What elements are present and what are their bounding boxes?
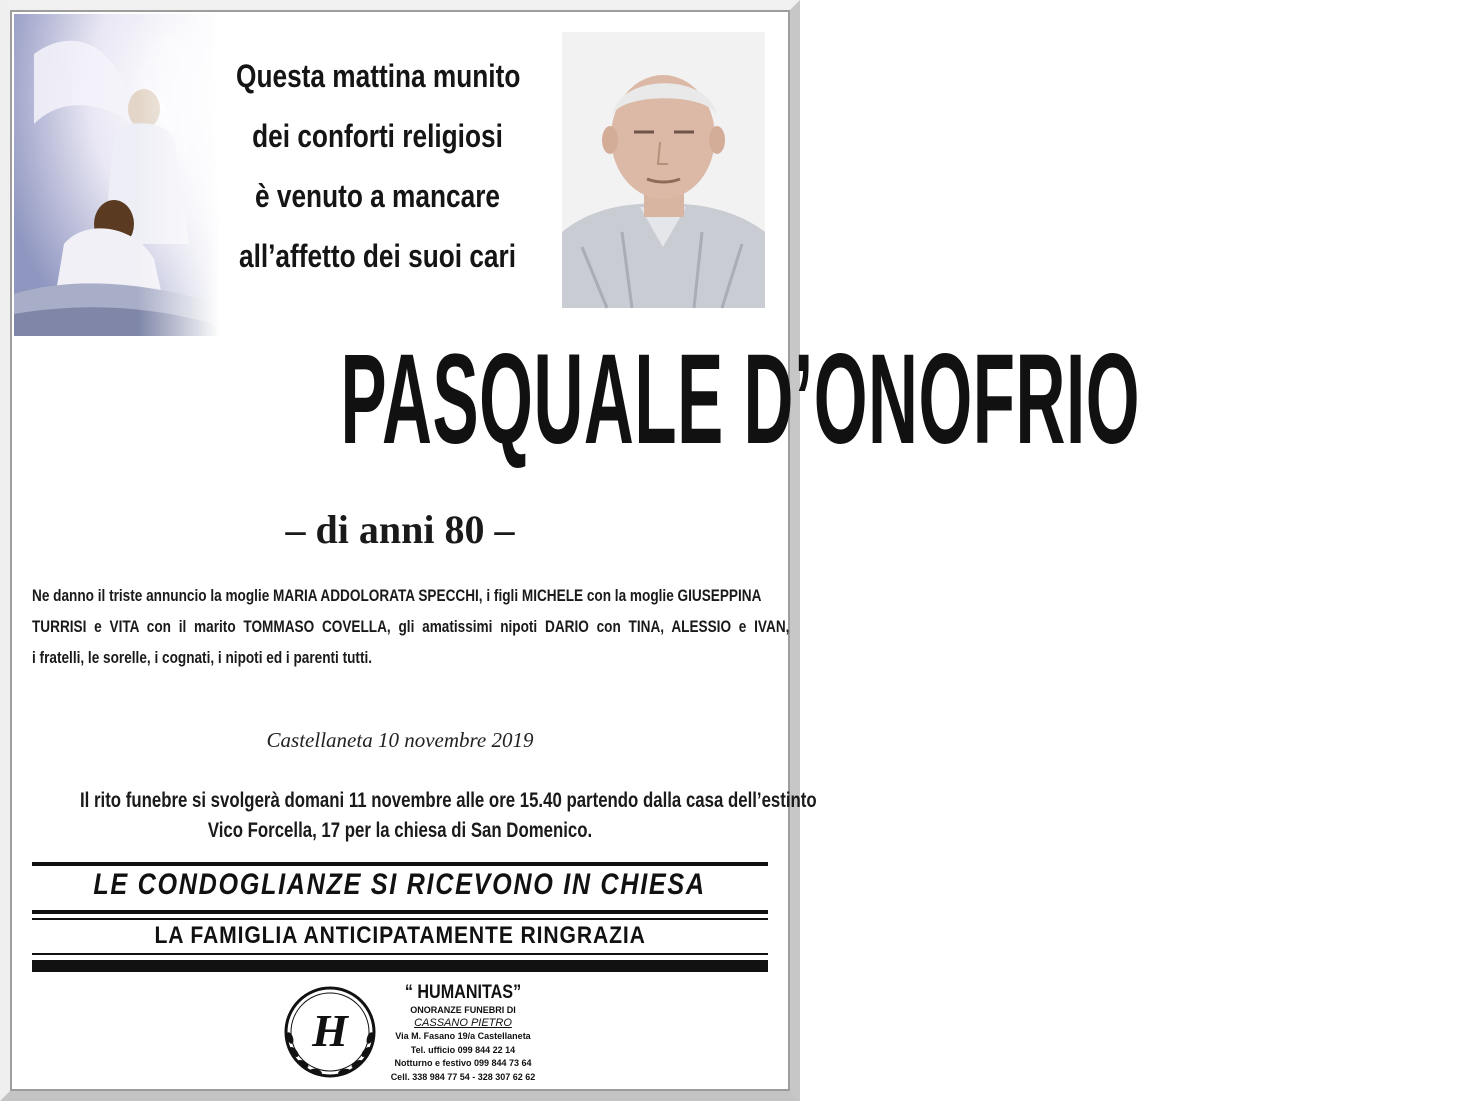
- intro-line: è venuto a mancare: [254, 178, 501, 214]
- angel-illustration: [14, 14, 220, 336]
- deceased-name: [0, 328, 1141, 471]
- thanks-banner: [0, 922, 800, 950]
- intro-line: all’affetto dei suoi cari: [238, 238, 517, 274]
- intro-line: Questa mattina munito: [236, 58, 521, 94]
- agency-night-phone: Notturno e festivo 099 844 73 64: [394, 1058, 532, 1068]
- funeral-line: Vico Forcella, 17 per la chiesa di San Domenico.: [207, 819, 593, 842]
- announcement-line: TURRISI e VITA con il marito TOMMASO COVELLA, gli amatissimi nipoti DARIO con TINA, ALESSIO e IVAN,: [32, 617, 790, 636]
- agency-mobile: Cell. 338 984 77 54 - 328 307 62 62: [390, 1071, 536, 1082]
- funeral-line: Il rito funebre si svolgerà domani 11 novembre alle ore 15.40 partendo dalla casa dell’estinto: [80, 789, 817, 812]
- agency-address: Via M. Fasano 19/a Castellaneta: [395, 1031, 531, 1041]
- agency-office-phone: Tel. ufficio 099 844 22 14: [410, 1044, 516, 1055]
- age-line: – di anni 80 –: [285, 507, 515, 552]
- agency-logo: [276, 978, 384, 1086]
- announcement-line: Ne danno il triste annuncio la moglie MARIA ADDOLORATA SPECCHI, i figli MICHELE con la moglie GIUSEPPINA: [32, 586, 762, 605]
- deceased-name-text: PASQUALE D’ONOFRIO: [340, 328, 1141, 471]
- divider-rule: [32, 918, 768, 920]
- announcement-line: i fratelli, le sorelle, i cognati, i nipoti ed i parenti tutti.: [32, 648, 373, 667]
- agency-owner: CASSANO PIETRO: [414, 1017, 512, 1029]
- logo-letter: H: [312, 1005, 348, 1056]
- divider-rule: [32, 960, 768, 972]
- portrait-photo: [562, 32, 765, 308]
- intro-line: dei conforti religiosi: [252, 118, 503, 154]
- divider-rule: [32, 910, 768, 914]
- place-date: Castellaneta 10 novembre 2019: [266, 728, 534, 752]
- agency-details: [378, 982, 548, 1084]
- agency-name: “ HUMANITAS”: [404, 982, 522, 1003]
- thanks-text: LA FAMIGLIA ANTICIPATAMENTE RINGRAZIA: [154, 922, 646, 949]
- agency-subtitle: ONORANZE FUNEBRI DI: [410, 1005, 516, 1015]
- divider-rule: [32, 953, 768, 955]
- divider-rule: [32, 862, 768, 866]
- condolences-text: LE CONDOGLIANZE SI RICEVONO IN CHIESA: [93, 868, 707, 901]
- intro-text: [205, 46, 550, 286]
- funeral-details: [0, 786, 817, 846]
- announcement: [32, 580, 790, 673]
- condolences-banner: [0, 868, 800, 902]
